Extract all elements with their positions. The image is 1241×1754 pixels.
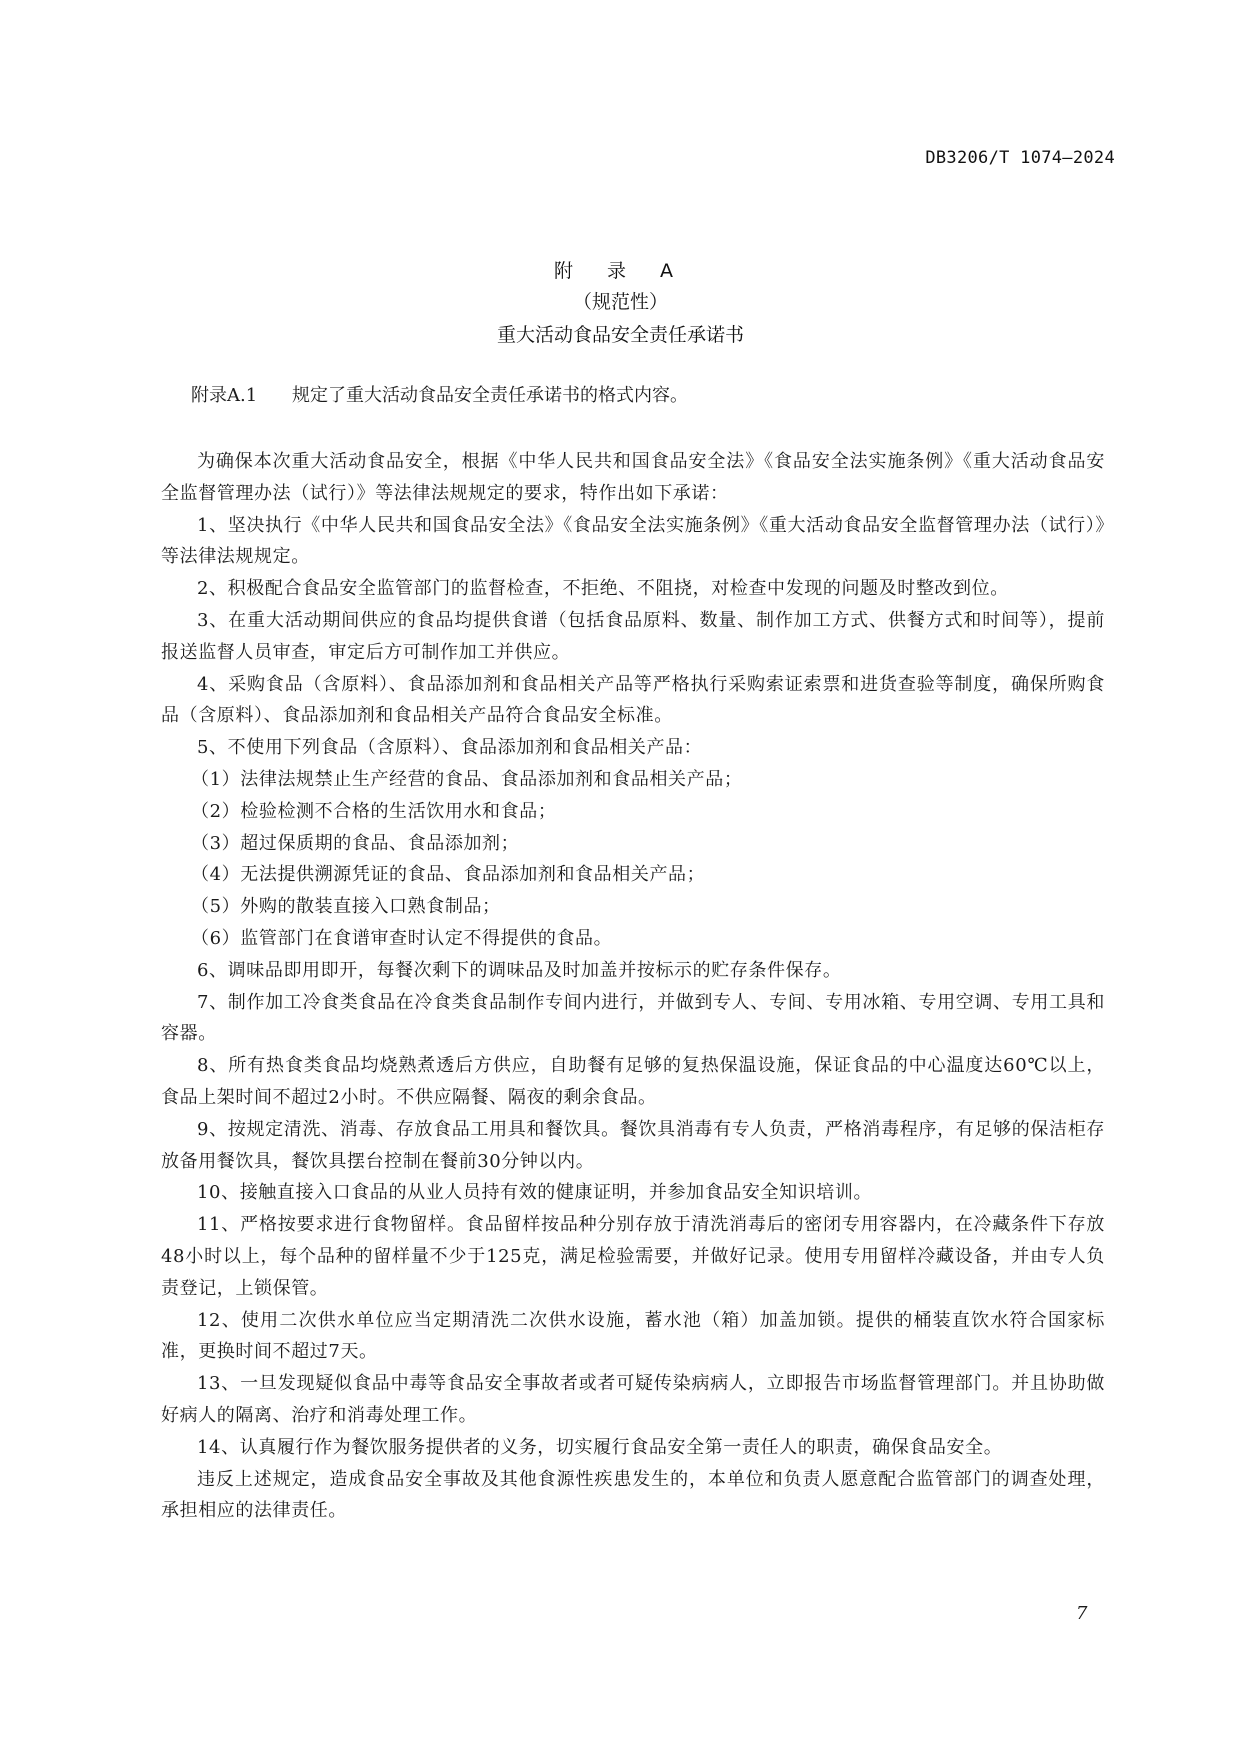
commitment-body (161, 446, 1105, 1527)
closing-paragraph: 违反上述规定，造成食品安全事故及其他食源性疾患发生的，本单位和负责人愿意配合监管部门的调查处理，承担相应的法律责任。 (161, 1468, 1105, 1522)
commitment-item: 7、制作加工冷食类食品在冷食类食品制作专间内进行，并做到专人、专间、专用冰箱、专用空调、专用工具和容器。 (161, 991, 1105, 1045)
commitment-item: 8、所有热食类食品均烧熟煮透后方供应，自助餐有足够的复热保温设施，保证食品的中心温度达60℃以上，食品上架时间不超过2小时。不供应隔餐、隔夜的剩余食品。 (161, 1055, 1105, 1108)
commitment-item: 10、接触直接入口食品的从业人员持有效的健康证明，并参加食品安全知识培训。 (197, 1182, 873, 1204)
sub-item: （4）无法提供溯源凭证的食品、食品添加剂和食品相关产品； (191, 864, 706, 886)
commitment-item: 9、按规定清洗、消毒、存放食品工用具和餐饮具。餐饮具消毒有专人负责，严格消毒程序，有足够的保洁柜存放备用餐饮具，餐饮具摆台控制在餐前30分钟以内。 (161, 1118, 1105, 1172)
commitment-item: 13、一旦发现疑似食品中毒等食品安全事故者或者可疑传染病病人，立即报告市场监督管理部门。并且协助做好病人的隔离、治疗和消毒处理工作。 (161, 1373, 1105, 1426)
page-number: 7 (1076, 1603, 1088, 1624)
commitment-item: 4、采购食品（含原料）、食品添加剂和食品相关产品等严格执行采购索证索票和进货查验等制度，确保所购食品（含原料）、食品添加剂和食品相关产品符合食品安全标准。 (161, 673, 1105, 727)
commitment-item: 1、坚决执行《中华人民共和国食品安全法》《食品安全法实施条例》《重大活动食品安全监督管理办法（试行）》等法律法规规定。 (161, 514, 1105, 568)
sub-item: （1）法律法规禁止生产经营的食品、食品添加剂和食品相关产品； (191, 768, 743, 790)
clause-a1 (191, 381, 688, 407)
clause-number: 附录A.1 (191, 385, 258, 406)
intro-paragraph: 为确保本次重大活动食品安全，根据《中华人民共和国食品安全法》《食品安全法实施条例》《重大活动食品安全监督管理办法（试行）》等法律法规规定的要求，特作出如下承诺： (161, 451, 1105, 504)
appendix-title: 附 录 A (553, 260, 688, 282)
clause-text: 规定了重大活动食品安全责任承诺书的格式内容。 (292, 385, 688, 406)
sub-item: （2）检验检测不合格的生活饮用水和食品； (191, 800, 557, 822)
standard-code: DB3206/T 1074—2024 (925, 148, 1115, 168)
commitment-item: 2、积极配合食品安全监管部门的监督检查，不拒绝、不阻挠，对检查中发现的问题及时整改到位。 (197, 578, 1009, 600)
commitment-item: 5、不使用下列食品（含原料）、食品添加剂和食品相关产品： (197, 737, 703, 759)
commitment-item: 3、在重大活动期间供应的食品均提供食谱（包括食品原料、数量、制作加工方式、供餐方式和时间等），提前报送监督人员审查，审定后方可制作加工并供应。 (161, 609, 1105, 663)
sub-item: （5）外购的散装直接入口熟食制品； (191, 896, 501, 918)
commitment-item: 11、严格按要求进行食物留样。食品留样按品种分别存放于清洗消毒后的密闭专用容器内，在冷藏条件下存放48小时以上，每个品种的留样量不少于125克，满足检验需要，并做好记录。使用专用留样冷藏设备，并由专人负责登记，上锁保管。 (161, 1214, 1105, 1299)
sub-item: （3）超过保质期的食品、食品添加剂； (191, 832, 520, 854)
commitment-item: 12、使用二次供水单位应当定期清洗二次供水设施，蓄水池（箱）加盖加锁。提供的桶装直饮水符合国家标准，更换时间不超过7天。 (161, 1309, 1105, 1363)
sub-item: （6）监管部门在食谱审查时认定不得提供的食品。 (191, 927, 613, 949)
commitment-item: 6、调味品即用即开，每餐次剩下的调味品及时加盖并按标示的贮存条件保存。 (197, 959, 842, 981)
appendix-nature: （规范性） (572, 291, 668, 313)
appendix-name: 重大活动食品安全责任承诺书 (496, 324, 744, 346)
commitment-item: 14、认真履行作为餐饮服务提供者的义务，切实履行食品安全第一责任人的职责，确保食品安全。 (197, 1436, 1003, 1458)
